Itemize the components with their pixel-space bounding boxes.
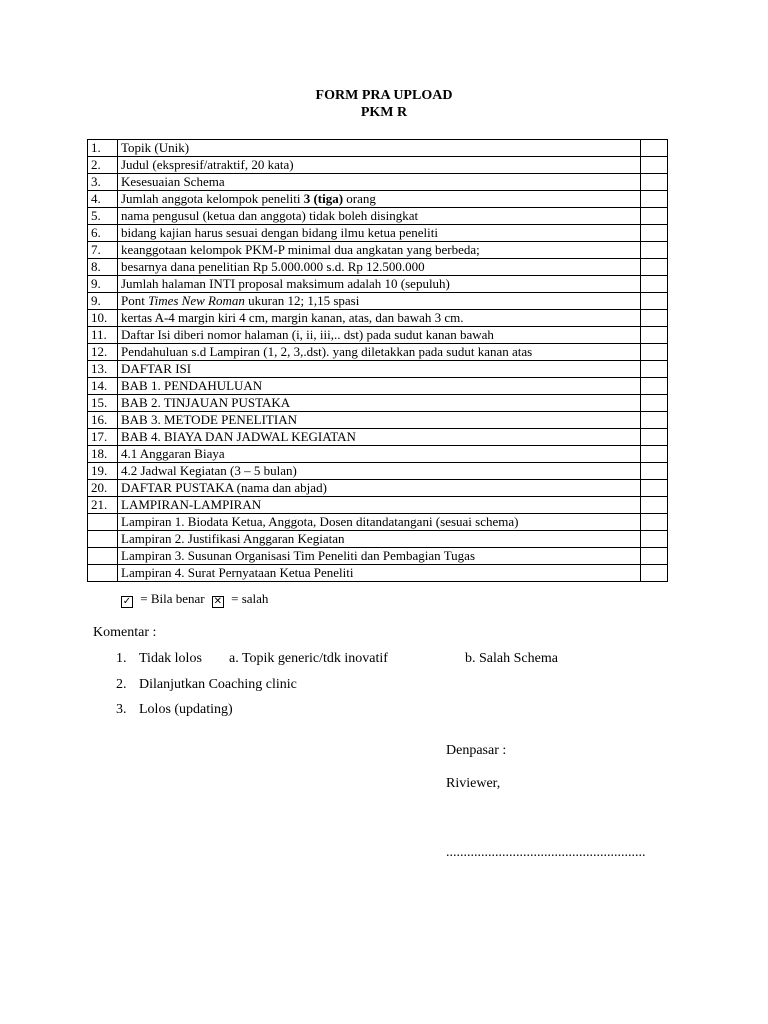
checklist-checkbox-cell[interactable] <box>641 378 668 395</box>
checklist-number: 18. <box>88 446 118 463</box>
checklist-table <box>87 139 668 582</box>
signature-line: ......................................................... <box>446 845 646 860</box>
checklist-item-italic: Times New Roman <box>148 293 245 308</box>
checklist-item: BAB 3. METODE PENELITIAN <box>118 412 641 429</box>
checklist-checkbox-cell[interactable] <box>641 327 668 344</box>
checklist-number: 5. <box>88 208 118 225</box>
checklist-number: 8. <box>88 259 118 276</box>
checklist-row <box>88 157 668 174</box>
komentar-option-1-text: Tidak lolos <box>139 651 202 666</box>
komentar-option-1-sub-a: a. Topik generic/tdk inovatif <box>229 651 388 666</box>
checklist-number: 2. <box>88 157 118 174</box>
checklist-row <box>88 225 668 242</box>
checklist-number: 11. <box>88 327 118 344</box>
checklist-row <box>88 191 668 208</box>
checklist-checkbox-cell[interactable] <box>641 157 668 174</box>
checklist-number: 1. <box>88 140 118 157</box>
checklist-item: Judul (ekspresif/atraktif, 20 kata) <box>118 157 641 174</box>
checklist-item-text: Pont <box>121 293 149 308</box>
checklist-checkbox-cell[interactable] <box>641 174 668 191</box>
checklist-row <box>88 463 668 480</box>
checklist-checkbox-cell[interactable] <box>641 191 668 208</box>
checklist-row <box>88 480 668 497</box>
komentar-option-3-text: Lolos (updating) <box>139 702 233 717</box>
checklist-checkbox-cell[interactable] <box>641 497 668 514</box>
checklist-item <box>118 293 641 310</box>
checklist-item: BAB 2. TINJAUAN PUSTAKA <box>118 395 641 412</box>
checklist-row <box>88 242 668 259</box>
checklist-number: 16. <box>88 412 118 429</box>
checklist-item: Lampiran 3. Susunan Organisasi Tim Peneliti dan Pembagian Tugas <box>118 548 641 565</box>
checklist-number: 20. <box>88 480 118 497</box>
checklist-item: kertas A-4 margin kiri 4 cm, margin kanan, atas, dan bawah 3 cm. <box>118 310 641 327</box>
checklist-number: 21. <box>88 497 118 514</box>
checklist-row <box>88 548 668 565</box>
checklist-checkbox-cell[interactable] <box>641 531 668 548</box>
checklist-item-text: orang <box>343 191 376 206</box>
checklist-item: 4.2 Jadwal Kegiatan (3 – 5 bulan) <box>118 463 641 480</box>
checklist-item: BAB 4. BIAYA DAN JADWAL KEGIATAN <box>118 429 641 446</box>
checklist-row <box>88 208 668 225</box>
signature-role: Riviewer, <box>446 776 501 791</box>
checklist-item: DAFTAR ISI <box>118 361 641 378</box>
checklist-checkbox-cell[interactable] <box>641 565 668 582</box>
checklist-checkbox-cell[interactable] <box>641 514 668 531</box>
komentar-option-1-num: 1. <box>116 651 127 666</box>
checklist-item: Kesesuaian Schema <box>118 174 641 191</box>
checklist-item: Pendahuluan s.d Lampiran (1, 2, 3,.dst). yang diletakkan pada sudut kanan atas <box>118 344 641 361</box>
checklist-item: besarnya dana penelitian Rp 5.000.000 s.d. Rp 12.500.000 <box>118 259 641 276</box>
checklist-checkbox-cell[interactable] <box>641 208 668 225</box>
checklist-row <box>88 378 668 395</box>
checklist-row <box>88 174 668 191</box>
form-subtitle: PKM R <box>360 105 408 120</box>
checklist-item: Lampiran 1. Biodata Ketua, Anggota, Dosen ditandatangani (sesuai schema) <box>118 514 641 531</box>
checklist-row <box>88 514 668 531</box>
checklist-row <box>88 310 668 327</box>
crossed-box-icon: ✕ <box>213 596 223 607</box>
checklist-number: 9. <box>88 293 118 310</box>
legend-salah: = salah <box>231 591 269 606</box>
checklist-number <box>88 565 118 582</box>
checklist-checkbox-cell[interactable] <box>641 429 668 446</box>
komentar-option-2-text: Dilanjutkan Coaching clinic <box>139 677 297 692</box>
checklist-checkbox-cell[interactable] <box>641 140 668 157</box>
checklist-number: 15. <box>88 395 118 412</box>
checklist-checkbox-cell[interactable] <box>641 242 668 259</box>
checklist-checkbox-cell[interactable] <box>641 480 668 497</box>
checklist-checkbox-cell[interactable] <box>641 310 668 327</box>
checklist-checkbox-cell[interactable] <box>641 276 668 293</box>
checklist-number: 19. <box>88 463 118 480</box>
checklist-row <box>88 412 668 429</box>
checklist-row <box>88 259 668 276</box>
checklist-item: nama pengusul (ketua dan anggota) tidak boleh disingkat <box>118 208 641 225</box>
checklist-checkbox-cell[interactable] <box>641 463 668 480</box>
checklist-checkbox-cell[interactable] <box>641 395 668 412</box>
checklist-row <box>88 565 668 582</box>
checklist-number: 6. <box>88 225 118 242</box>
checklist-item-bold: 3 (tiga) <box>303 191 344 206</box>
form-title: FORM PRA UPLOAD <box>315 88 453 103</box>
checklist-row <box>88 497 668 514</box>
checklist-row <box>88 293 668 310</box>
checklist-item: Topik (Unik) <box>118 140 641 157</box>
checklist-checkbox-cell[interactable] <box>641 412 668 429</box>
checklist-row <box>88 531 668 548</box>
checklist-row <box>88 361 668 378</box>
checklist-item-text: Jumlah anggota kelompok peneliti <box>121 191 304 206</box>
komentar-option-2-num: 2. <box>116 677 127 692</box>
checklist-row <box>88 276 668 293</box>
checklist-number: 3. <box>88 174 118 191</box>
checklist-number: 13. <box>88 361 118 378</box>
checklist-number: 14. <box>88 378 118 395</box>
komentar-option-1-sub-b: b. Salah Schema <box>465 651 558 666</box>
checklist-item-text: ukuran 12; 1,15 spasi <box>244 293 360 308</box>
checklist-item: Lampiran 4. Surat Pernyataan Ketua Peneliti <box>118 565 641 582</box>
checklist-item: BAB 1. PENDAHULUAN <box>118 378 641 395</box>
checklist-item: 4.1 Anggaran Biaya <box>118 446 641 463</box>
signature-place: Denpasar : <box>446 743 507 758</box>
checklist-row <box>88 344 668 361</box>
checklist-item: Lampiran 2. Justifikasi Anggaran Kegiatan <box>118 531 641 548</box>
checklist-number: 9. <box>88 276 118 293</box>
checklist-item: bidang kajian harus sesuai dengan bidang ilmu ketua peneliti <box>118 225 641 242</box>
checklist-checkbox-cell[interactable] <box>641 548 668 565</box>
checklist-row <box>88 429 668 446</box>
checklist-item <box>118 191 641 208</box>
checklist-checkbox-cell[interactable] <box>641 225 668 242</box>
checklist-row <box>88 395 668 412</box>
checklist-item: LAMPIRAN-LAMPIRAN <box>118 497 641 514</box>
checklist-item: Daftar Isi diberi nomor halaman (i, ii, iii,.. dst) pada sudut kanan bawah <box>118 327 641 344</box>
checklist-number: 4. <box>88 191 118 208</box>
checklist-row <box>88 140 668 157</box>
legend-benar: = Bila benar <box>140 591 205 606</box>
checklist-item: Jumlah halaman INTI proposal maksimum adalah 10 (sepuluh) <box>118 276 641 293</box>
komentar-option-3-num: 3. <box>116 702 127 717</box>
checked-box-icon: ✓ <box>122 596 132 607</box>
checklist-checkbox-cell[interactable] <box>641 259 668 276</box>
komentar-label: Komentar : <box>93 625 157 640</box>
checklist-checkbox-cell[interactable] <box>641 293 668 310</box>
checklist-number: 12. <box>88 344 118 361</box>
checklist-checkbox-cell[interactable] <box>641 361 668 378</box>
checklist-number <box>88 531 118 548</box>
checklist-item: DAFTAR PUSTAKA (nama dan abjad) <box>118 480 641 497</box>
legend <box>117 591 268 608</box>
checklist-checkbox-cell[interactable] <box>641 446 668 463</box>
checklist-number: 17. <box>88 429 118 446</box>
checklist-number: 10. <box>88 310 118 327</box>
checklist-row <box>88 446 668 463</box>
checklist-row <box>88 327 668 344</box>
checklist-item: keanggotaan kelompok PKM-P minimal dua angkatan yang berbeda; <box>118 242 641 259</box>
checklist-checkbox-cell[interactable] <box>641 344 668 361</box>
checklist-number <box>88 548 118 565</box>
checklist-number: 7. <box>88 242 118 259</box>
checklist-number <box>88 514 118 531</box>
